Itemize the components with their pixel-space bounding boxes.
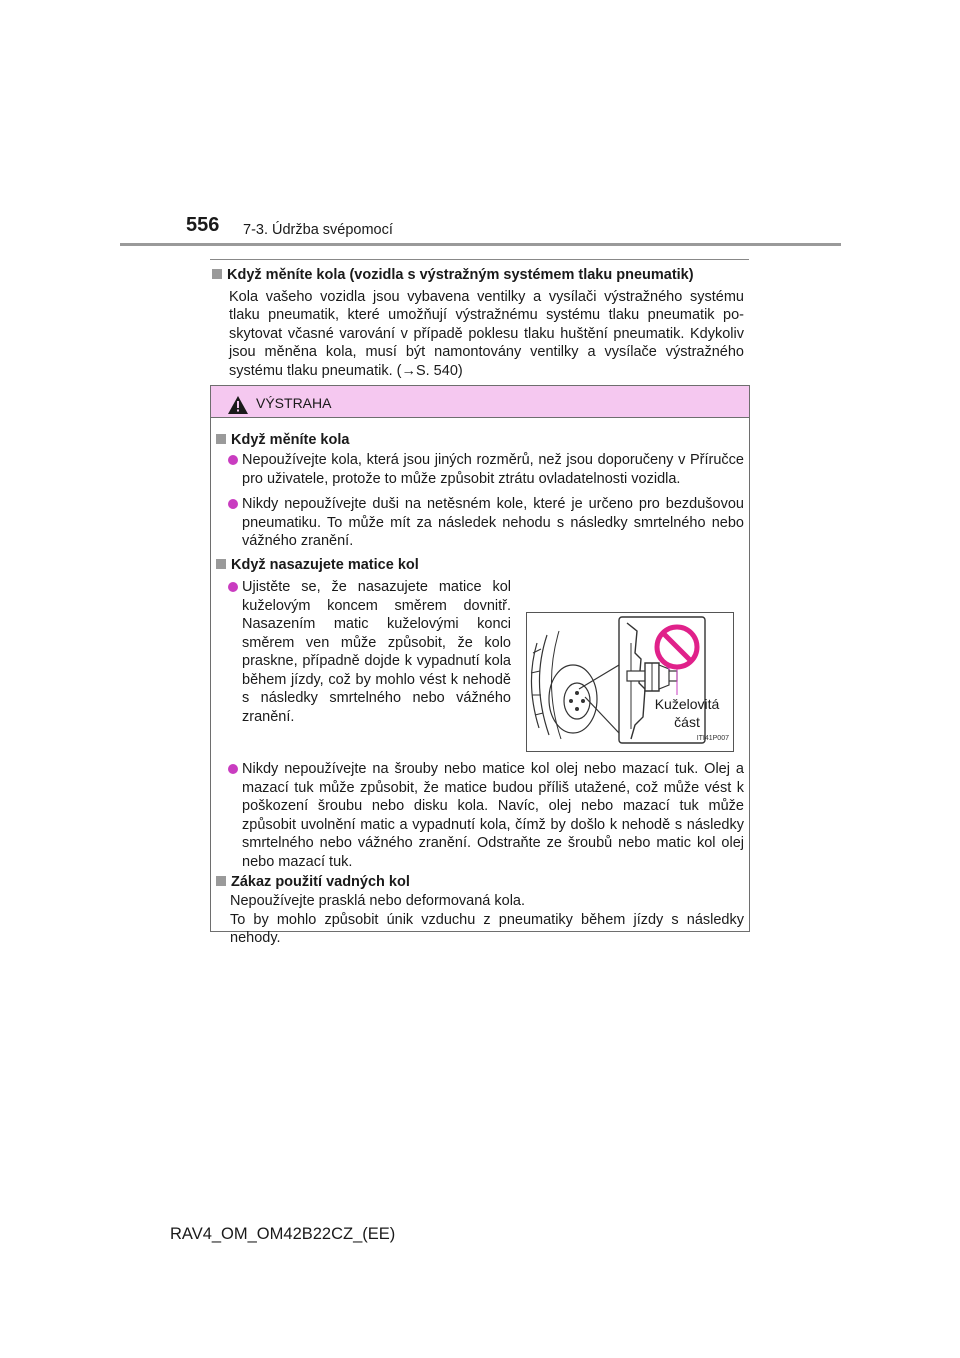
bullet-dot-icon [228,582,238,592]
warning-header [211,386,749,418]
bullet-item: Nepoužívejte kola, která jsou jiných rozměrů, než jsou doporučeny v Příručce pro uživatele, protože to může způsobit ztrátu ovladatelnosti vozidla. [228,451,744,488]
warning-box [210,385,750,946]
header-rule [120,243,841,246]
doc-code: RAV4_OM_OM42B22CZ_(EE) [170,1225,396,1243]
bullet-dot-icon [228,764,238,774]
section-title: 7-3. Údržba svépomocí [243,222,393,238]
wheel-nut-figure [526,612,734,752]
bullet-item: Nikdy nepoužívejte na šrouby nebo matice kol olej nebo mazací tuk. Olej a mazací tuk může způsobit, že matice budou příliš utažené, což může vést k poškození šroubu nebo disku kola. Navíc, olej nebo mazací tuk může způsobit uvolnění matic a vypadnutí kola, čímž by došlo k nehodě s následky smrtelného nebo vážného zranění. Odstraňte ze šroubů nebo matic kol olej nebo mazací tuk. [228,760,744,871]
bullet-dot-icon [228,499,238,509]
warning-section-heading: Když měníte kola [216,431,744,450]
top-rule [210,259,749,260]
figure-label: Kuželovitá část [654,696,720,730]
page-number: 556 [186,214,220,236]
intro-body: Kola vašeho vozidla jsou vybavena ventilky a vysílači výstražného systému tlaku pneumatik, které umožňují výstražnému systému tlaku pneumatik poskytovat včasné varování v případě poklesu tlaku huštění pneumatik. Kdykoliv jsou měněna kola, musí být namontovány ventilky a vysílače výstražného systému tlaku pneumatik. (→S. 540) [229,288,744,379]
warning-label: VÝSTRAHA [256,395,332,411]
warning-section-heading: Když nasazujete matice kol [216,556,744,575]
square-marker-icon [216,434,226,444]
intro-heading: Když měníte kola (vozidla s výstražným systémem tlaku pneumatik) [212,266,744,285]
warning-section-heading: Zákaz použití vadných kol [216,873,744,892]
bullet-item: Nikdy nepoužívejte duši na netěsném kole, které je určeno pro bezdušovou pneumatiku. To může mít za následek nehodu s následky smrtelného nebo vážného zranění. [228,495,744,551]
square-marker-icon [216,876,226,886]
warning-triangle-icon [228,396,248,414]
bullet-dot-icon [228,455,238,465]
bullet-item: Ujistěte se, že nasazujete matice kol kuželovým koncem směrem dovnitř. Nasazením matic kuželovými konci směrem ven může způsobit, že kolo praskne, případně dojde k vypadnutí kola během jízdy, což by mohlo vést k nehodě s následky smrtelného nebo vážného zranění. [228,578,511,726]
square-marker-icon [216,559,226,569]
square-marker-icon [212,269,222,279]
intro-section [212,266,744,380]
warning-section-body: Nepoužívejte prasklá nebo deformovaná kola. To by mohlo způsobit únik vzduchu z pneumatiky během jízdy s následky nehody. [230,893,744,946]
figure-code: ITI41P007 [696,734,729,742]
